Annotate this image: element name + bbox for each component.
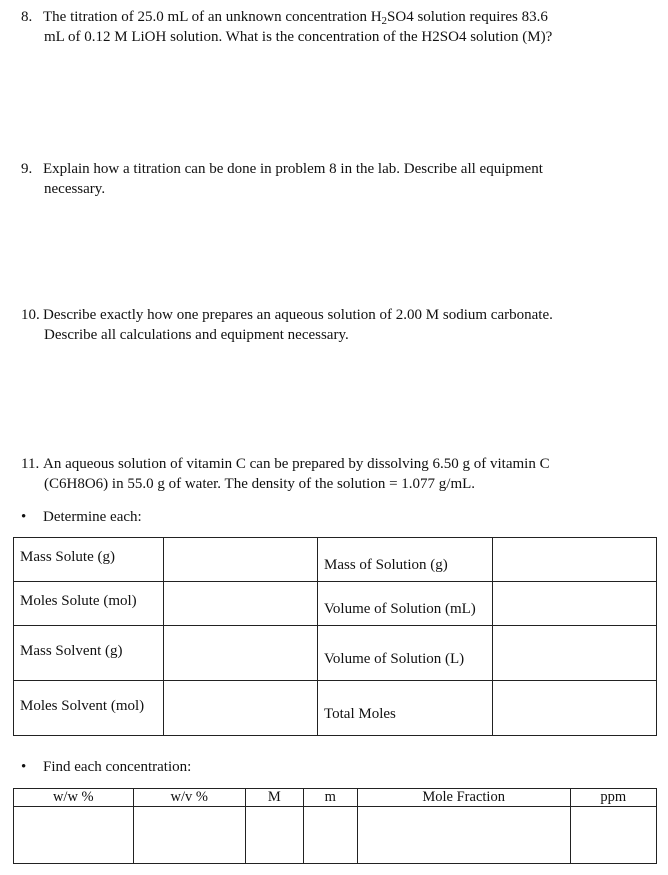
column-header: M [245, 789, 303, 807]
answer-cell[interactable] [164, 582, 318, 626]
answer-cell[interactable] [303, 807, 357, 864]
row-label: Mass Solute (g) [14, 538, 164, 582]
bullet-text: Determine each: [43, 509, 142, 525]
question-11 [21, 454, 651, 494]
row-label: Total Moles [318, 681, 493, 736]
question-number: 9. [21, 161, 33, 177]
row-label: Mass of Solution (g) [318, 538, 493, 582]
concentration-table [13, 788, 657, 864]
question-9 [21, 159, 651, 199]
table-row [14, 807, 657, 864]
answer-cell[interactable] [357, 807, 570, 864]
table-row [14, 681, 657, 736]
bullet-find [21, 757, 191, 777]
column-header: Mole Fraction [357, 789, 570, 807]
answer-cell[interactable] [133, 807, 245, 864]
table-row [14, 538, 657, 582]
answer-cell[interactable] [493, 681, 657, 736]
question-text-line1: Explain how a titration can be done in problem 8 in the lab. Describe all equipment [43, 161, 543, 177]
bullet-icon: • [21, 509, 27, 525]
question-text-line2: necessary. [44, 181, 106, 197]
row-label: Volume of Solution (L) [318, 626, 493, 681]
question-text-line2: (C6H8O6) in 55.0 g of water. The density of the solution = 1.077 g/mL. [44, 476, 476, 492]
question-number: 11. [21, 456, 40, 472]
bullet-text: Find each concentration: [43, 759, 192, 775]
question-10 [21, 305, 651, 345]
table-row [14, 626, 657, 681]
answer-cell[interactable] [164, 681, 318, 736]
answer-cell[interactable] [493, 626, 657, 681]
bullet-determine [21, 507, 142, 527]
question-text-line1: An aqueous solution of vitamin C can be prepared by dissolving 6.50 g of vitamin C [43, 456, 550, 472]
column-header: w/v % [133, 789, 245, 807]
question-text-line1: The titration of 25.0 mL of an unknown concentration $H_2SO4$ solution requires 83.6 [43, 9, 548, 27]
column-header: w/w % [14, 789, 134, 807]
row-label: Mass Solvent (g) [14, 626, 164, 681]
question-number: 8. [21, 9, 33, 25]
question-text-line1: Describe exactly how one prepares an aqueous solution of 2.00 M sodium carbonate. [43, 307, 553, 323]
answer-cell[interactable] [164, 538, 318, 582]
answer-cell[interactable] [493, 538, 657, 582]
answer-cell[interactable] [493, 582, 657, 626]
table-row [14, 582, 657, 626]
row-label: Moles Solvent (mol) [14, 681, 164, 736]
answer-cell[interactable] [245, 807, 303, 864]
bullet-icon: • [21, 759, 27, 775]
column-header: m [303, 789, 357, 807]
column-header: ppm [570, 789, 656, 807]
table-header-row [14, 789, 657, 807]
question-8 [21, 7, 651, 47]
row-label: Volume of Solution (mL) [318, 582, 493, 626]
answer-cell[interactable] [14, 807, 134, 864]
question-text-line2: Describe all calculations and equipment necessary. [44, 327, 349, 343]
question-number: 10. [21, 307, 40, 323]
determine-table [13, 537, 657, 736]
row-label: Moles Solute (mol) [14, 582, 164, 626]
answer-cell[interactable] [164, 626, 318, 681]
question-text-line2: mL of 0.12 M LiOH solution. What is the concentration of the H2SO4 solution (M)? [44, 29, 553, 45]
answer-cell[interactable] [570, 807, 656, 864]
